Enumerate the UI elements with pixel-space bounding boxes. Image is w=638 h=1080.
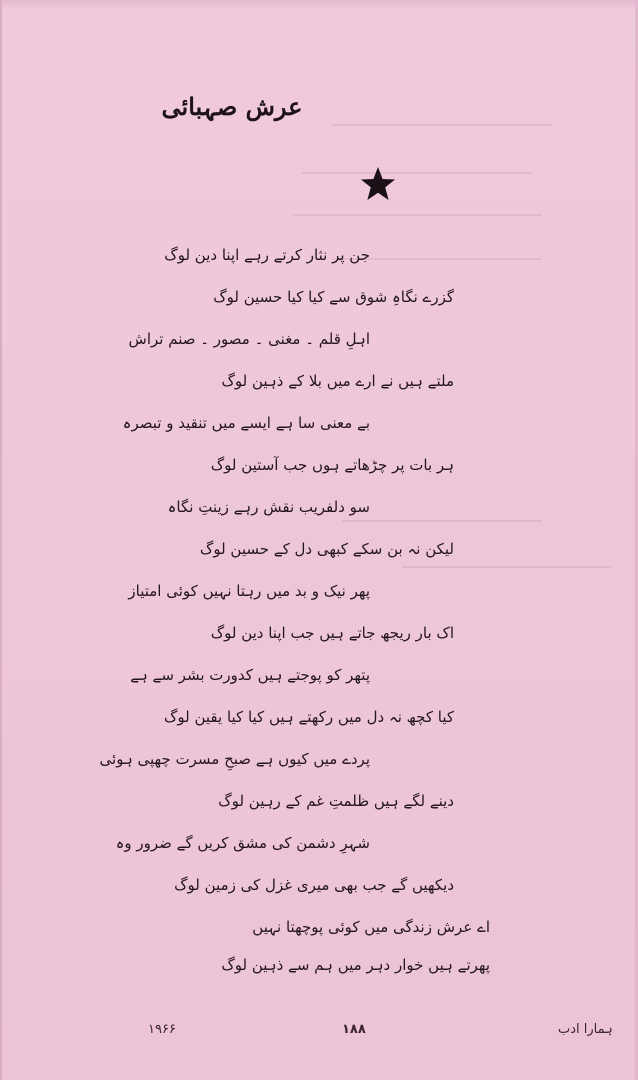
verse-line: پتھر کو پوجتے ہیں کدورت بشر سے ہے <box>130 666 370 684</box>
verse-line: اک بار ریجھ جاتے ہیں جب اپنا دین لوگ <box>210 624 454 642</box>
verse-line: ملتے ہیں نے ارے میں بلا کے ذہین لوگ <box>221 372 454 390</box>
magazine-title: ہمارا ادب <box>558 1022 613 1037</box>
verse-line: اے عرش زندگی میں کوئی پوچھتا نہیں <box>252 918 490 936</box>
verse-line: پھر نیک و بد میں رہتا نہیں کوئی امتیاز <box>128 582 370 600</box>
verse-line: کیا کچھ نہ دل میں رکھتے ہیں کیا کیا یقین لوگ <box>163 708 454 726</box>
poem-verses <box>2 0 638 1080</box>
footer-year: ۱۹۶۶ <box>148 1022 176 1037</box>
verse-line: لیکن نہ بن سکے کبھی دل کے حسین لوگ <box>199 540 454 558</box>
verse-line: دینے لگے ہیں ظلمتِ غم کے رہین لوگ <box>218 792 454 810</box>
verse-line: اہلِ قلم ۔ مغنی ۔ مصور ۔ صنم تراش <box>128 330 370 348</box>
verse-line: بے معنی سا ہے ایسے میں تنقید و تبصرہ <box>122 414 370 432</box>
verse-line: جن پر نثار کرتے رہے اپنا دین لوگ <box>164 246 370 264</box>
verse-line: گزرے نگاہِ شوق سے کیا کیا حسین لوگ <box>213 288 454 306</box>
verse-line: سو دلفریب نقش رہے زینتِ نگاہ <box>167 498 370 516</box>
verse-line: ہر بات پر چڑھاتے ہوں جب آستین لوگ <box>210 456 454 474</box>
verse-line: شہرِ دشمن کی مشق کریں گے ضرور وہ <box>115 834 370 852</box>
verse-line: پردے میں کیوں ہے صبحِ مسرت چھپی ہوئی <box>99 750 370 768</box>
page-number: ۱۸۸ <box>342 1022 366 1037</box>
verse-line: پھرتے ہیں خوار دہر میں ہم سے ذہین لوگ <box>221 956 490 974</box>
verse-line: دیکھیں گے جب بھی میری غزل کی زمین لوگ <box>174 876 454 894</box>
author-name: عرش صہبائی <box>161 92 303 121</box>
